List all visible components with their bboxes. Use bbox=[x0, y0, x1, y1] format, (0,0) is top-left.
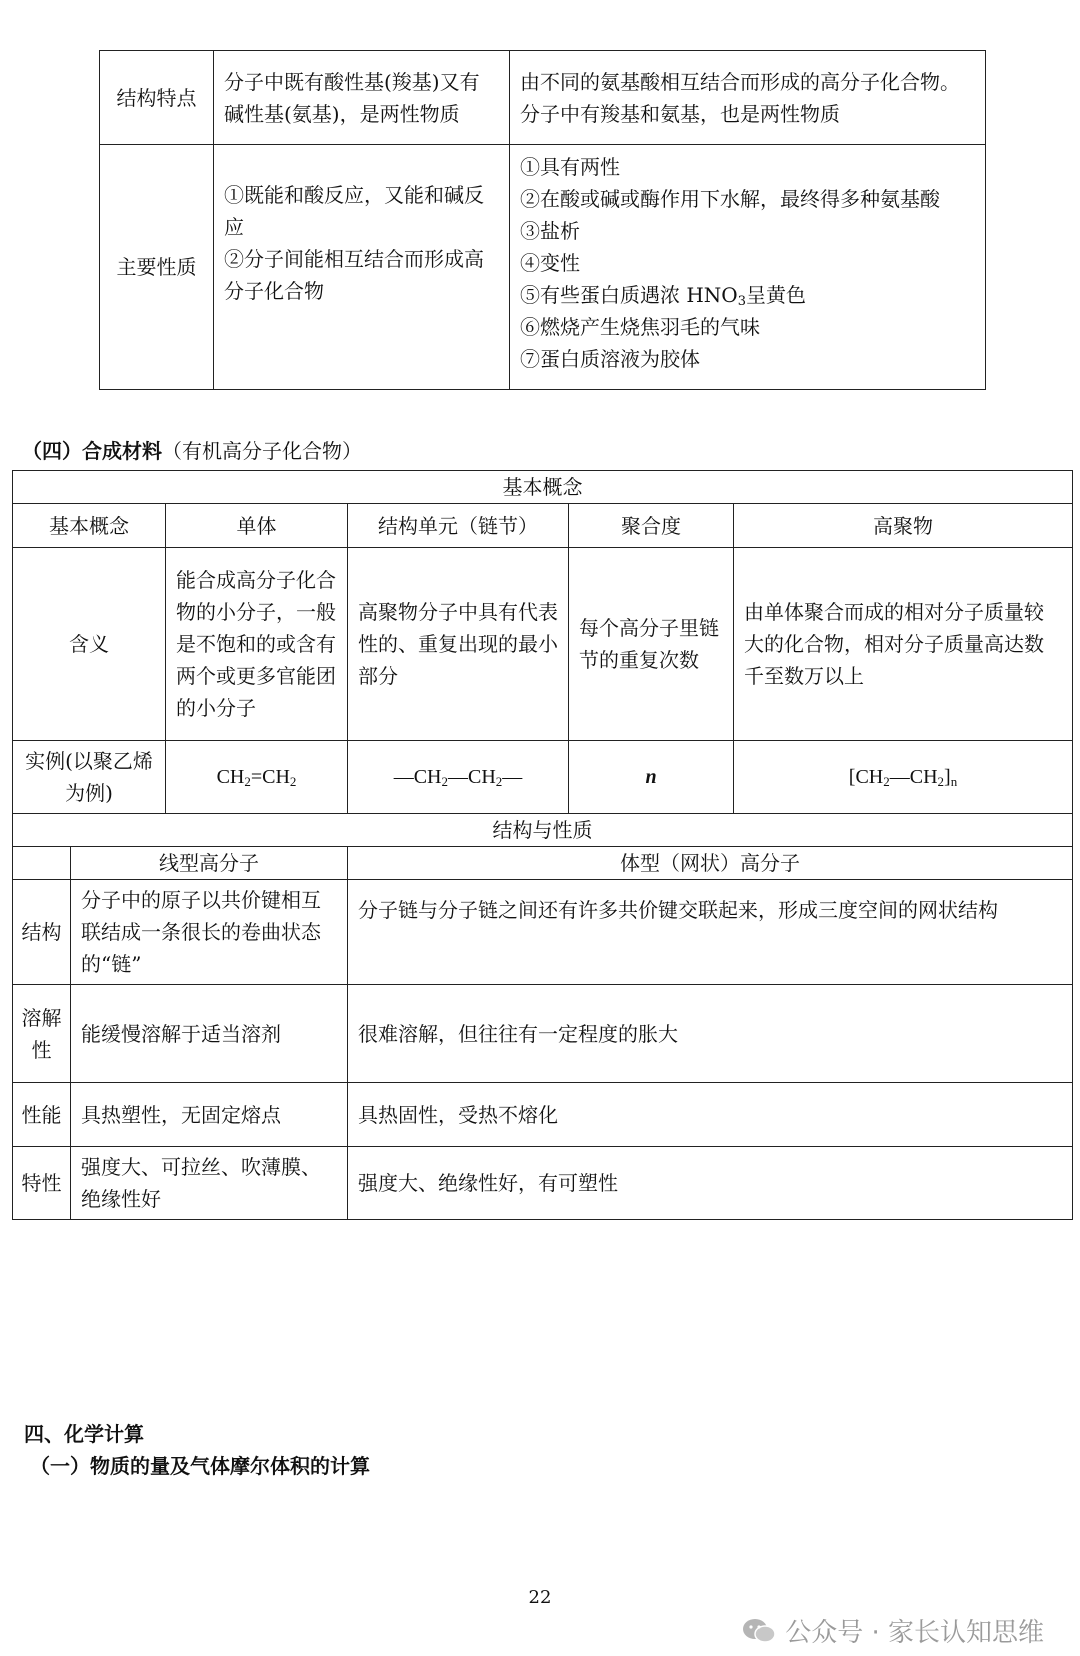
wechat-icon bbox=[741, 1617, 777, 1645]
text: — bbox=[502, 766, 523, 788]
property-line: ②分子间能相互结合而形成高分子化合物 bbox=[224, 247, 484, 303]
text: CH bbox=[855, 766, 884, 788]
table-cell bbox=[510, 145, 986, 390]
table-cell: 分子中的原子以共价键相互联结成一条很长的卷曲状态的“链” bbox=[71, 880, 348, 985]
text: —CH bbox=[448, 766, 496, 788]
column-header: 基本概念 bbox=[13, 504, 166, 548]
bracket: ] bbox=[944, 766, 951, 788]
column-header: 聚合度 bbox=[569, 504, 734, 548]
column-header: 结构单元（链节） bbox=[348, 504, 569, 548]
row-header: 含义 bbox=[13, 548, 166, 741]
subsection-title: （一）物质的量及气体摩尔体积的计算 bbox=[30, 1454, 370, 1478]
row-header: 溶解性 bbox=[13, 985, 71, 1083]
row-header: 结构特点 bbox=[100, 51, 214, 145]
table-cell: 强度大、绝缘性好，有可塑性 bbox=[348, 1147, 1073, 1220]
property-line: ①既能和酸反应，又能和碱反应 bbox=[224, 183, 484, 239]
subscript: 2 bbox=[937, 774, 945, 789]
text: 呈黄色 bbox=[745, 283, 806, 307]
monomer-formula bbox=[166, 741, 348, 814]
table-row bbox=[13, 847, 1073, 880]
text: —CH bbox=[889, 766, 938, 788]
table-title: 基本概念 bbox=[13, 471, 1073, 504]
subscript: 2 bbox=[495, 774, 503, 789]
repeat-unit-formula bbox=[348, 741, 569, 814]
text: =CH bbox=[250, 766, 290, 788]
property-line: ④变性 bbox=[520, 251, 580, 275]
table-row bbox=[100, 51, 986, 145]
column-header: 高聚物 bbox=[734, 504, 1073, 548]
subscript: 2 bbox=[883, 774, 890, 789]
degree-symbol: n bbox=[569, 741, 734, 814]
table-row bbox=[13, 814, 1073, 847]
heading-normal: （有机高分子化合物） bbox=[162, 439, 362, 463]
table-cell: 由单体聚合而成的相对分子质量较大的化合物，相对分子质量高达数千至数万以上 bbox=[734, 548, 1073, 741]
table-row bbox=[13, 504, 1073, 548]
subscript: 3 bbox=[737, 294, 746, 309]
property-line bbox=[520, 279, 975, 311]
property-line: ②在酸或碱或酶作用下水解，最终得多种氨基酸 bbox=[520, 187, 940, 211]
empty-cell bbox=[13, 847, 71, 880]
table-row bbox=[13, 1083, 1073, 1147]
subscript: n bbox=[950, 774, 958, 789]
table-cell: 分子链与分子链之间还有许多共价键交联起来，形成三度空间的网状结构 bbox=[348, 880, 1073, 985]
column-header: 体型（网状）高分子 bbox=[348, 847, 1073, 880]
protein-amino-acid-table bbox=[99, 50, 986, 390]
table-cell: 强度大、可拉丝、吹薄膜、绝缘性好 bbox=[71, 1147, 348, 1220]
table-cell: 分子中既有酸性基(羧基)又有碱性基(氨基)，是两性物质 bbox=[214, 51, 510, 145]
section-title: 四、化学计算 bbox=[24, 1422, 144, 1446]
property-line: ③盐析 bbox=[520, 219, 580, 243]
row-header: 性能 bbox=[13, 1083, 71, 1147]
table-cell: 具热塑性，无固定熔点 bbox=[71, 1083, 348, 1147]
heading-bold: （四）合成材料 bbox=[22, 439, 162, 463]
table-row bbox=[100, 145, 986, 390]
table-cell: 具热固性，受热不熔化 bbox=[348, 1083, 1073, 1147]
bracket: [ bbox=[848, 766, 856, 788]
row-header: 结构 bbox=[13, 880, 71, 985]
row-header: 主要性质 bbox=[100, 145, 214, 390]
subscript: 2 bbox=[289, 774, 297, 789]
table-row bbox=[13, 880, 1073, 985]
table-cell: 很难溶解，但往往有一定程度的胀大 bbox=[348, 985, 1073, 1083]
polymer-formula bbox=[734, 741, 1073, 814]
text: —CH bbox=[393, 766, 442, 788]
column-header: 线型高分子 bbox=[71, 847, 348, 880]
table-cell: 高聚物分子中具有代表性的、重复出现的最小部分 bbox=[348, 548, 569, 741]
table-row bbox=[13, 741, 1073, 814]
table-row bbox=[13, 548, 1073, 741]
table-cell bbox=[214, 145, 510, 390]
text: ⑤有些蛋白质遇浓 HNO bbox=[520, 283, 738, 307]
subscript: 2 bbox=[244, 774, 251, 789]
text: CH bbox=[216, 766, 245, 788]
table-row bbox=[13, 471, 1073, 504]
table-cell: 能缓慢溶解于适当溶剂 bbox=[71, 985, 348, 1083]
subscript: 2 bbox=[441, 774, 448, 789]
table-row bbox=[13, 1147, 1073, 1220]
page-number: 22 bbox=[528, 1587, 552, 1608]
property-line: ①具有两性 bbox=[520, 155, 620, 179]
synthetic-materials-table bbox=[12, 470, 1073, 1220]
property-line: ⑦蛋白质溶液为胶体 bbox=[520, 347, 700, 371]
column-header: 单体 bbox=[166, 504, 348, 548]
row-header: 特性 bbox=[13, 1147, 71, 1220]
table-cell: 能合成高分子化合物的小分子，一般是不饱和的或含有两个或更多官能团的小分子 bbox=[166, 548, 348, 741]
row-header: 实例(以聚乙烯为例) bbox=[13, 741, 166, 814]
watermark bbox=[741, 1612, 1044, 1649]
table-row bbox=[13, 985, 1073, 1083]
property-line: ⑥燃烧产生烧焦羽毛的气味 bbox=[520, 315, 760, 339]
section-heading bbox=[22, 437, 362, 465]
table-cell: 由不同的氨基酸相互结合而形成的高分子化合物。分子中有羧基和氨基，也是两性物质 bbox=[510, 51, 986, 145]
table-title: 结构与性质 bbox=[13, 814, 1073, 847]
table-cell: 每个高分子里链节的重复次数 bbox=[569, 548, 734, 741]
watermark-text: 公众号 · 家长认知思维 bbox=[785, 1618, 1044, 1648]
